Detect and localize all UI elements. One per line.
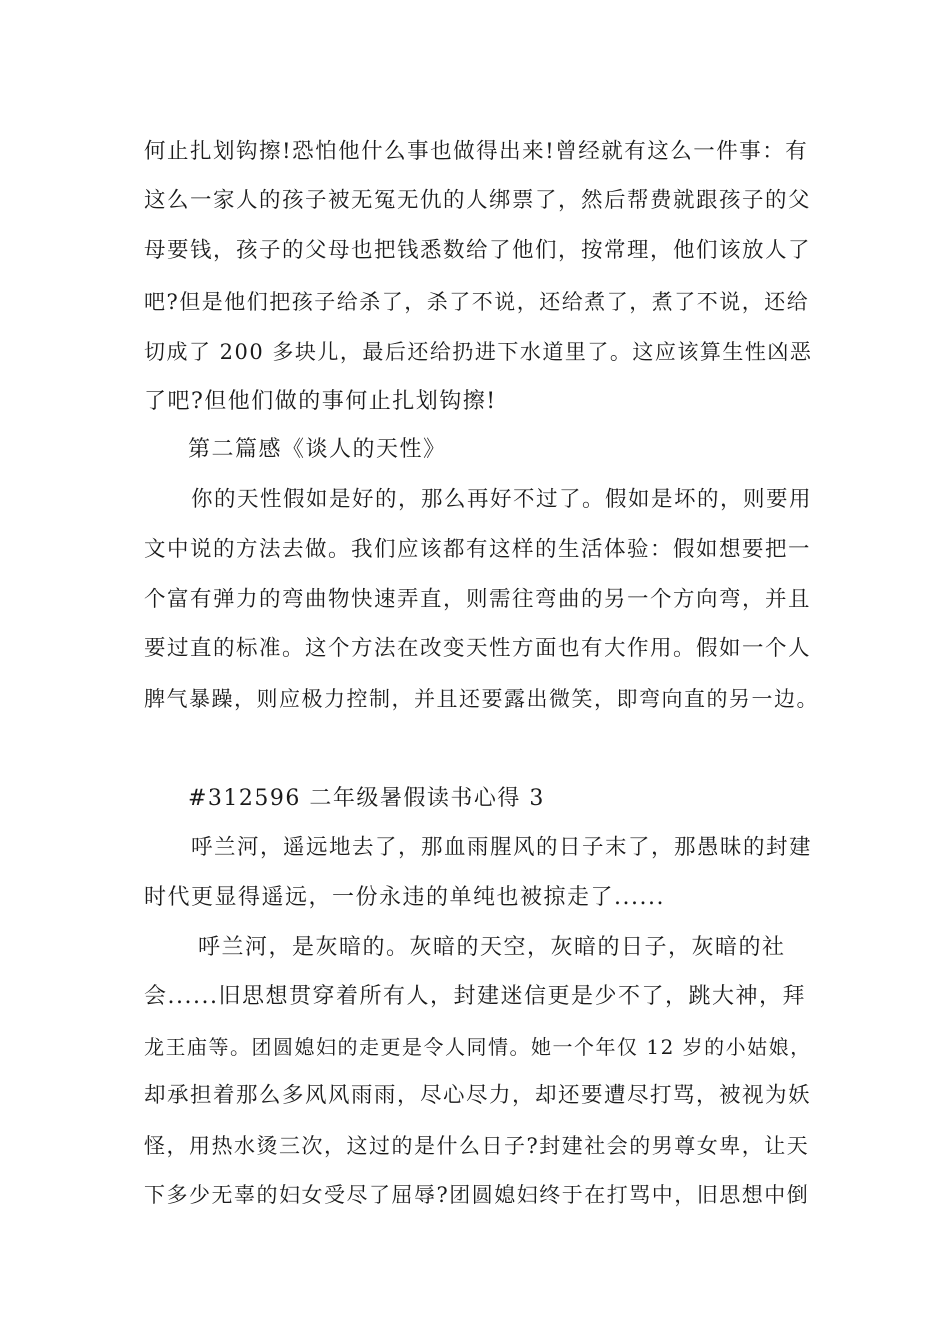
text-line: 文中说的方法去做。我们应该都有这样的生活体验：假如想要把一 xyxy=(144,537,812,562)
text-line: 时代更显得遥远，一份永违的单纯也被掠走了...... xyxy=(144,885,665,910)
text-line: 了吧?但他们做的事何止扎划钩擦! xyxy=(144,389,497,414)
text-line: 何止扎划钩擦!恐怕他什么事也做得出来!曾经就有这么一件事：有 xyxy=(144,139,809,164)
section-heading: #312596 二年级暑假读书心得 3 xyxy=(188,786,545,811)
text-line: 母要钱，孩子的父母也把钱悉数给了他们，按常理，他们该放人了 xyxy=(144,238,812,263)
text-line: 要过直的标准。这个方法在改变天性方面也有大作用。假如一个人 xyxy=(144,636,812,661)
text-line: 吧?但是他们把孩子给杀了，杀了不说，还给煮了，煮了不说，还给 xyxy=(144,290,810,314)
text-line: 这么一家人的孩子被无冤无仇的人绑票了，然后帮费就跟孩子的父 xyxy=(144,188,812,213)
text-line: 个富有弹力的弯曲物快速弄直，则需往弯曲的另一个方向弯，并且 xyxy=(144,587,812,612)
text-line: 下多少无辜的妇女受尽了屈辱?团圆媳妇终于在打骂中，旧思想中倒 xyxy=(144,1183,810,1207)
text-line: 会......旧思想贯穿着所有人，封建迷信更是少不了，跳大神，拜 xyxy=(144,984,806,1009)
text-line: 怪，用热水烫三次，这过的是什么日子?封建社会的男尊女卑，让天 xyxy=(144,1134,810,1158)
text-line: 呼兰河，遥远地去了，那血雨腥风的日子末了，那愚昧的封建 xyxy=(191,835,813,860)
text-line: 脾气暴躁，则应极力控制，并且还要露出微笑，即弯向直的另一边。 xyxy=(144,687,819,711)
section-heading: 第二篇感《谈人的天性》 xyxy=(188,437,447,462)
text-line: 切成了 200 多块儿，最后还给扔进下水道里了。这应该算生性凶恶 xyxy=(144,340,813,364)
text-line: 呼兰河，是灰暗的。灰暗的天空，灰暗的日子，灰暗的社 xyxy=(198,935,786,960)
text-line: 却承担着那么多风风雨雨，尽心尽力，却还要遭尽打骂，被视为妖 xyxy=(144,1083,812,1108)
text-line: 你的天性假如是好的，那么再好不过了。假如是坏的，则要用 xyxy=(191,487,813,512)
text-line: 龙王庙等。团圆媳妇的走更是令人同情。她一个年仅 12 岁的小姑娘， xyxy=(144,1035,812,1059)
